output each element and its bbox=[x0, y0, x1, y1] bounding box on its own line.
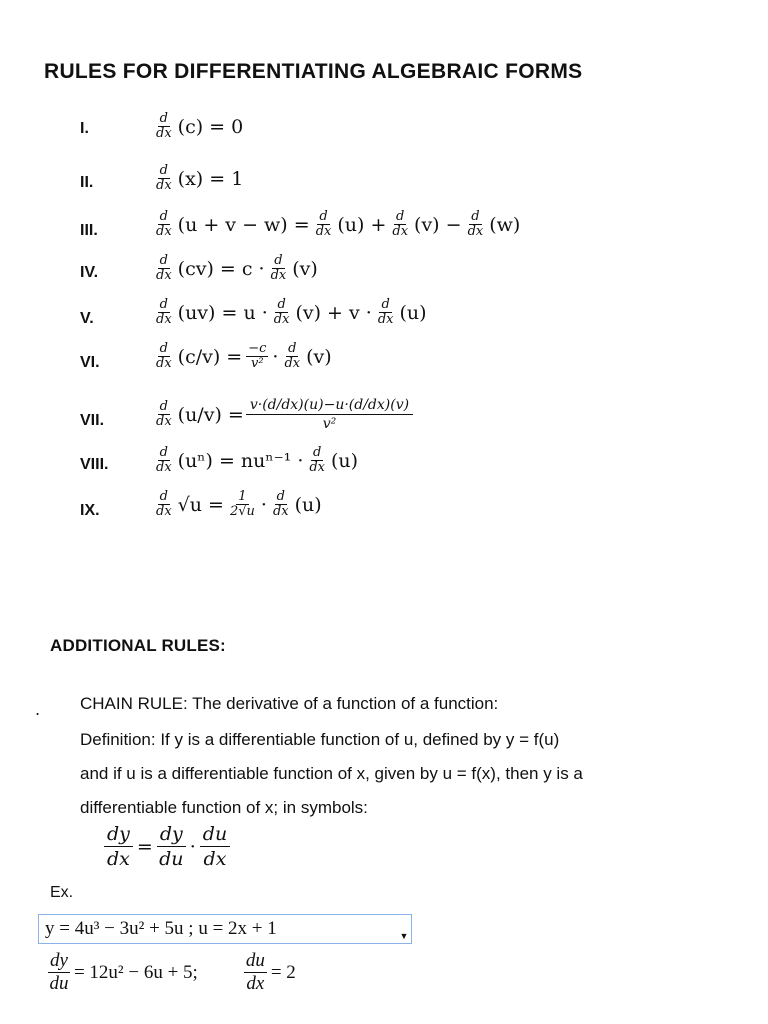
equals-sign: = bbox=[136, 835, 153, 858]
rule-text: (v) + v · bbox=[295, 301, 372, 324]
derivative-operator: $\frac{d}{dx}$ bbox=[377, 297, 394, 327]
derivative-operator: $\frac{d}{dx}$ bbox=[392, 209, 409, 239]
rule-number: VII. bbox=[80, 412, 105, 429]
rule-equation bbox=[152, 298, 427, 327]
derivative-operator: $\frac{d}{dx}$ bbox=[156, 111, 172, 141]
rule-equation bbox=[152, 396, 413, 433]
fraction: $\frac{dy}{dx}$ bbox=[104, 822, 133, 871]
dropdown-icon[interactable]: ▼ bbox=[399, 931, 409, 941]
paragraph-line: CHAIN RULE: The derivative of a function of a function: bbox=[80, 694, 499, 713]
rule-text: (u) bbox=[331, 449, 359, 472]
example-label: Ex. bbox=[50, 884, 74, 901]
rule-equation bbox=[152, 164, 243, 193]
derivative-operator: $\frac{d}{dx}$ bbox=[156, 489, 172, 519]
rule-text: (w) bbox=[489, 213, 521, 236]
example-equation: y = 4u³ − 3u² + 5u ; u = 2x + 1 bbox=[45, 918, 277, 939]
fraction: $\frac{1}{2√u}$ bbox=[229, 489, 255, 519]
fraction: $\frac{dy}{du}$ bbox=[49, 950, 69, 994]
rule-number: VIII. bbox=[80, 456, 109, 473]
rule-text: (uv) = u · bbox=[177, 301, 268, 324]
fraction: $\frac{-c}{\text{v²}}$ bbox=[248, 341, 267, 371]
derivative-operator: $\frac{d}{dx}$ bbox=[156, 297, 172, 327]
paragraph-line: and if u is a differentiable function of x, given by u = f(x), then y is a bbox=[80, 764, 583, 783]
rule-number: IX. bbox=[80, 502, 100, 519]
derivative-result: = 12u² − 6u + 5; bbox=[73, 961, 198, 983]
rule-number: V. bbox=[80, 310, 94, 327]
derivative-operator: $\frac{d}{dx}$ bbox=[156, 399, 172, 429]
fraction: $\frac{dy}{du}$ bbox=[157, 822, 186, 871]
section-heading: ADDITIONAL RULES: bbox=[50, 636, 226, 655]
rule-number: I. bbox=[80, 120, 89, 137]
rule-text: (c/v) = bbox=[177, 345, 243, 368]
rule-text: (u) + bbox=[337, 213, 387, 236]
chain-rule-formula bbox=[104, 822, 230, 871]
rule-equation bbox=[152, 210, 520, 239]
derivative-operator: $\frac{d}{dx}$ bbox=[284, 341, 301, 371]
derivative-operator: $\frac{d}{dx}$ bbox=[309, 445, 326, 475]
rule-number: VI. bbox=[80, 354, 100, 371]
rule-number: III. bbox=[80, 222, 98, 239]
derivative-operator: $\frac{d}{dx}$ bbox=[156, 341, 172, 371]
paragraph-line: Definition: If y is a differentiable function of u, defined by y = f(u) bbox=[80, 730, 560, 749]
derivative-operator: $\frac{d}{dx}$ bbox=[156, 253, 172, 283]
derivative-operator: $\frac{d}{dx}$ bbox=[273, 297, 290, 327]
rule-number: IV. bbox=[80, 264, 99, 281]
derivative-result: = 2 bbox=[270, 961, 296, 983]
rule-number: II. bbox=[80, 174, 94, 191]
bullet: . bbox=[35, 700, 41, 719]
rule-text: · bbox=[272, 345, 279, 368]
rule-text: (c) = 0 bbox=[177, 115, 244, 138]
derivative-operator: $\frac{d}{dx}$ bbox=[467, 209, 484, 239]
rule-text: (u) bbox=[294, 493, 322, 516]
example-derivatives bbox=[48, 950, 296, 995]
rule-text: (v) bbox=[292, 257, 318, 280]
page-title: RULES FOR DIFFERENTIATING ALGEBRAIC FORMS bbox=[44, 60, 583, 83]
rule-text: (v) bbox=[306, 345, 332, 368]
rule-text: √u = bbox=[177, 493, 224, 516]
rule-text: (cv) = c · bbox=[177, 257, 265, 280]
rule-text: (x) = 1 bbox=[177, 167, 244, 190]
rule-text: (uⁿ) = nuⁿ⁻¹ · bbox=[177, 449, 304, 472]
rule-equation bbox=[152, 112, 243, 141]
derivative-operator: $\frac{d}{dx}$ bbox=[156, 163, 172, 193]
rule-equation bbox=[152, 254, 318, 283]
rule-text: · bbox=[260, 493, 267, 516]
fraction: $\frac{du}{dx}$ bbox=[245, 950, 265, 994]
fraction: du dx bbox=[200, 822, 230, 871]
derivative-operator: $\frac{d}{dx}$ bbox=[272, 489, 289, 519]
rule-text: (u) bbox=[399, 301, 427, 324]
derivative-operator: $\frac{d}{dx}$ bbox=[156, 209, 172, 239]
derivative-operator: $\frac{d}{dx}$ bbox=[156, 445, 172, 475]
quotient-fraction: $\frac{v\cdot(d/dx)(u)-u\cdot(d/dx)(v)}{\text{v²}}$ bbox=[246, 396, 413, 433]
rule-text: (u + v − w) = bbox=[177, 213, 310, 236]
rule-equation bbox=[152, 490, 322, 519]
rule-text: (u/v) = bbox=[177, 403, 244, 426]
rule-equation bbox=[152, 446, 358, 475]
rule-equation bbox=[152, 342, 332, 371]
derivative-operator: $\frac{d}{dx}$ bbox=[270, 253, 287, 283]
dot-operator: · bbox=[189, 835, 196, 858]
selected-equation-box[interactable] bbox=[38, 914, 412, 944]
derivative-operator: $\frac{d}{dx}$ bbox=[315, 209, 332, 239]
rule-text: (v) − bbox=[414, 213, 462, 236]
paragraph-line: differentiable function of x; in symbols: bbox=[80, 798, 368, 817]
